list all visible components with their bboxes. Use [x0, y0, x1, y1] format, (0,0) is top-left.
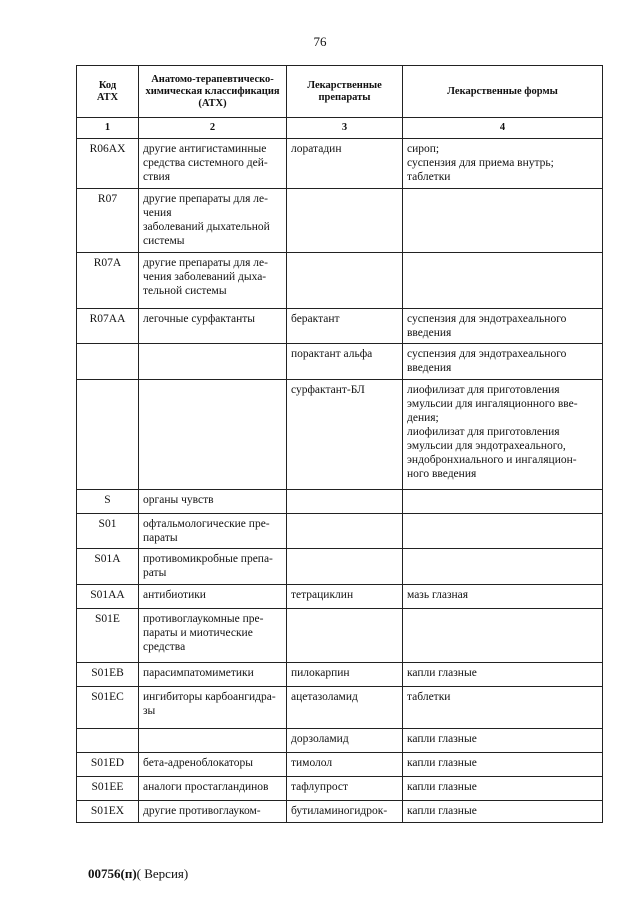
atc-classification-cell: бета-адреноблокаторы: [139, 753, 287, 777]
atc-classification-cell: антибиотики: [139, 585, 287, 609]
atc-classification-cell: [139, 729, 287, 753]
dosage-forms-cell: мазь глазная: [403, 585, 603, 609]
drug-name-cell: [287, 514, 403, 549]
dosage-forms-cell: сироп; суспензия для приема внутрь; таблетки: [403, 139, 603, 189]
dosage-forms-cell: суспензия для эндотрахеального введения: [403, 344, 603, 380]
table-row: [77, 549, 603, 585]
drug-name-cell: бутиламиногидрок-: [287, 801, 403, 823]
dosage-forms-cell: [403, 514, 603, 549]
header-dosage-forms: Лекарственные формы: [403, 66, 603, 118]
atc-code-cell: S01EE: [77, 777, 139, 801]
table-row: [77, 514, 603, 549]
dosage-forms-cell: капли глазные: [403, 777, 603, 801]
atc-code-cell: S01EC: [77, 687, 139, 729]
drug-name-cell: сурфактант-БЛ: [287, 380, 403, 490]
atc-code-cell: R07: [77, 189, 139, 253]
drug-name-cell: пилокарпин: [287, 663, 403, 687]
table-row: [77, 729, 603, 753]
dosage-forms-cell: капли глазные: [403, 753, 603, 777]
dosage-forms-cell: суспензия для эндотрахеального введения: [403, 309, 603, 344]
atc-code-cell: S01A: [77, 549, 139, 585]
column-number-row: [77, 118, 603, 139]
dosage-forms-cell: [403, 549, 603, 585]
atc-code-cell: [77, 729, 139, 753]
drug-name-cell: тетрациклин: [287, 585, 403, 609]
header-drugs: Лекарственные препараты: [287, 66, 403, 118]
dosage-forms-cell: [403, 189, 603, 253]
drug-name-cell: тимолол: [287, 753, 403, 777]
table-header-row: [77, 66, 603, 118]
atc-code-cell: R07A: [77, 253, 139, 309]
atc-code-cell: R06AX: [77, 139, 139, 189]
table-row: [77, 253, 603, 309]
atc-code-cell: S: [77, 490, 139, 514]
table-row: [77, 139, 603, 189]
atc-code-cell: S01E: [77, 609, 139, 663]
atc-classification-cell: [139, 344, 287, 380]
atc-code-cell: S01EB: [77, 663, 139, 687]
atc-code-cell: S01: [77, 514, 139, 549]
atc-code-cell: S01AA: [77, 585, 139, 609]
drug-name-cell: [287, 609, 403, 663]
table-row: [77, 609, 603, 663]
column-number: 4: [403, 118, 603, 139]
dosage-forms-cell: капли глазные: [403, 801, 603, 823]
drug-name-cell: ацетазоламид: [287, 687, 403, 729]
footer-code: 00756(п): [88, 866, 137, 881]
column-number: 3: [287, 118, 403, 139]
atc-classification-cell: другие препараты для ле- чения заболеваний дыхательной системы: [139, 189, 287, 253]
table-row: [77, 753, 603, 777]
dosage-forms-cell: [403, 253, 603, 309]
atc-classification-cell: [139, 380, 287, 490]
table-row: [77, 380, 603, 490]
dosage-forms-cell: [403, 490, 603, 514]
atc-code-cell: [77, 344, 139, 380]
table-row: [77, 309, 603, 344]
header-atc-classification: Анатомо-терапевтическо- химическая классификация (АТХ): [139, 66, 287, 118]
atc-code-cell: [77, 380, 139, 490]
dosage-forms-cell: лиофилизат для приготовления эмульсии для ингаляционного вве- дения; лиофилизат для приготовления эмульсии для эндотрахеального, эндобронхиального и ингаляцион- ного введения: [403, 380, 603, 490]
atc-classification-cell: противоглаукомные пре- параты и миотические средства: [139, 609, 287, 663]
table-row: [77, 777, 603, 801]
footer-label: ( Версия): [136, 866, 189, 881]
header-atc-code: Код АТХ: [77, 66, 139, 118]
atc-classification-cell: другие противоглауком-: [139, 801, 287, 823]
drug-name-cell: [287, 189, 403, 253]
atc-code-cell: S01EX: [77, 801, 139, 823]
drug-name-cell: дорзоламид: [287, 729, 403, 753]
table-row: [77, 189, 603, 253]
drug-name-cell: берактант: [287, 309, 403, 344]
atc-classification-cell: ингибиторы карбоангидра- зы: [139, 687, 287, 729]
table-body: [77, 139, 603, 823]
dosage-forms-cell: таблетки: [403, 687, 603, 729]
table-row: [77, 490, 603, 514]
drug-name-cell: [287, 549, 403, 585]
drug-name-cell: тафлупрост: [287, 777, 403, 801]
drug-name-cell: порактант альфа: [287, 344, 403, 380]
table-row: [77, 344, 603, 380]
drug-name-cell: [287, 490, 403, 514]
column-number: 1: [77, 118, 139, 139]
atc-classification-cell: другие антигистаминные средства системного дей- ствия: [139, 139, 287, 189]
table-row: [77, 687, 603, 729]
table-row: [77, 585, 603, 609]
atc-classification-cell: противомикробные препа- раты: [139, 549, 287, 585]
atc-classification-cell: органы чувств: [139, 490, 287, 514]
drug-name-cell: лоратадин: [287, 139, 403, 189]
drug-name-cell: [287, 253, 403, 309]
atc-classification-cell: аналоги простагландинов: [139, 777, 287, 801]
dosage-forms-cell: капли глазные: [403, 663, 603, 687]
table-row: [77, 801, 603, 823]
atc-drug-table: [76, 65, 603, 823]
dosage-forms-cell: [403, 609, 603, 663]
footer: [88, 866, 188, 882]
atc-code-cell: R07AA: [77, 309, 139, 344]
atc-classification-cell: офтальмологические пре- параты: [139, 514, 287, 549]
page-number: 76: [313, 34, 327, 49]
column-number: 2: [139, 118, 287, 139]
dosage-forms-cell: капли глазные: [403, 729, 603, 753]
atc-classification-cell: другие препараты для ле- чения заболеваний дыха- тельной системы: [139, 253, 287, 309]
table-row: [77, 663, 603, 687]
atc-classification-cell: парасимпатомиметики: [139, 663, 287, 687]
atc-classification-cell: легочные сурфактанты: [139, 309, 287, 344]
atc-code-cell: S01ED: [77, 753, 139, 777]
